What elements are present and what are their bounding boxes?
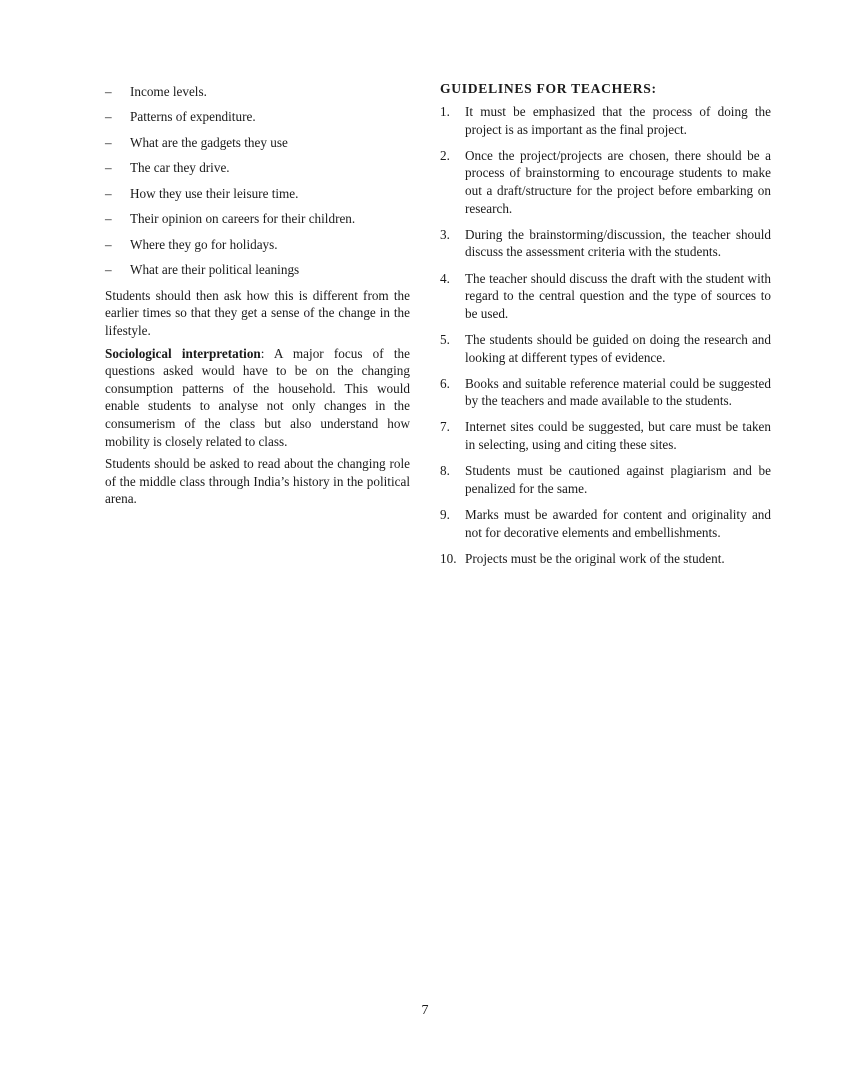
item-text: It must be emphasized that the process of doing the project is as important as the final project.	[465, 104, 771, 137]
dash-marker: –	[105, 134, 112, 150]
list-item	[440, 375, 771, 410]
item-number: 2.	[440, 147, 450, 163]
bullet-text: Their opinion on careers for their children.	[130, 211, 356, 227]
left-column	[105, 83, 410, 513]
dash-marker: –	[105, 109, 112, 125]
right-column	[440, 80, 771, 576]
bullet-list	[105, 83, 410, 279]
list-item	[105, 83, 410, 101]
item-text: Marks must be awarded for content and originality and not for decorative elements and embellishments.	[465, 507, 771, 540]
middle-class-paragraph: Students should be asked to read about the changing role of the middle class through India’s history in the political arena.	[105, 456, 410, 507]
item-number: 1.	[440, 104, 450, 119]
item-number: 7.	[440, 419, 450, 435]
item-text: During the brainstorming/discussion, the teacher should discuss the assessment criteria with the students.	[465, 226, 771, 260]
list-item	[440, 147, 771, 217]
bullet-text: Patterns of expenditure.	[130, 109, 256, 125]
bullet-text: How they use their leisure time.	[130, 185, 299, 201]
list-item	[440, 270, 771, 323]
item-number: 9.	[440, 507, 450, 523]
list-item	[105, 108, 410, 126]
item-number: 4.	[440, 270, 450, 286]
item-number: 10.	[440, 550, 457, 566]
item-number: 8.	[440, 463, 450, 479]
dash-marker: –	[105, 236, 112, 252]
list-item	[105, 236, 410, 254]
dash-marker: –	[105, 185, 112, 201]
sociological-label: Sociological interpretation	[105, 345, 261, 361]
item-text: Students must be cautioned against plagiarism and be penalized for the same.	[465, 463, 771, 496]
item-number: 3.	[440, 226, 450, 242]
list-item	[105, 134, 410, 152]
dash-marker: –	[105, 160, 112, 176]
list-item	[440, 103, 771, 138]
bullet-text: The car they drive.	[130, 160, 230, 176]
list-item	[105, 261, 410, 279]
sociological-paragraph	[105, 345, 410, 451]
bullet-text: Income levels.	[130, 84, 207, 99]
page-number: 7	[421, 1003, 429, 1018]
list-item	[105, 159, 410, 177]
list-item	[440, 506, 771, 541]
list-item	[440, 331, 771, 366]
item-text: Once the project/projects are chosen, there should be a process of brainstorming to encourage students to make out a draft/structure for the project before embarking on research.	[465, 147, 771, 216]
bullet-text: What are their political leanings	[130, 262, 300, 278]
item-text: The students should be guided on doing the research and looking at different types of evidence.	[465, 331, 771, 365]
list-item	[440, 462, 771, 497]
list-item	[105, 185, 410, 203]
bullet-text: Where they go for holidays.	[130, 236, 278, 252]
dash-marker: –	[105, 84, 112, 99]
sociological-text: : A major focus of the questions asked would have to be on the changing consumption patterns of the household. This would enable students to analyse not only changes in the consumerism of the class but also understand how mobility is closely related to class.	[105, 345, 410, 449]
item-text: Books and suitable reference material could be suggested by the teachers and made available to the students.	[465, 375, 771, 409]
item-number: 6.	[440, 375, 450, 391]
list-item	[440, 550, 771, 568]
dash-marker: –	[105, 211, 112, 227]
item-text: The teacher should discuss the draft with the student with regard to the central question and the type of sources to be used.	[465, 270, 771, 321]
list-item	[105, 210, 410, 228]
item-text: Internet sites could be suggested, but care must be taken in selecting, using and citing these sites.	[465, 419, 771, 453]
item-text: Projects must be the original work of the student.	[465, 550, 725, 566]
dash-marker: –	[105, 262, 112, 278]
guidelines-list	[440, 103, 771, 567]
list-item	[440, 226, 771, 261]
bullet-text: What are the gadgets they use	[130, 134, 288, 150]
item-number: 5.	[440, 331, 450, 347]
difference-paragraph: Students should then ask how this is different from the earlier times so that they get a sense of the change in the lifestyle.	[105, 287, 410, 339]
list-item	[440, 418, 771, 453]
guidelines-heading: GUIDELINES FOR TEACHERS:	[440, 81, 657, 96]
